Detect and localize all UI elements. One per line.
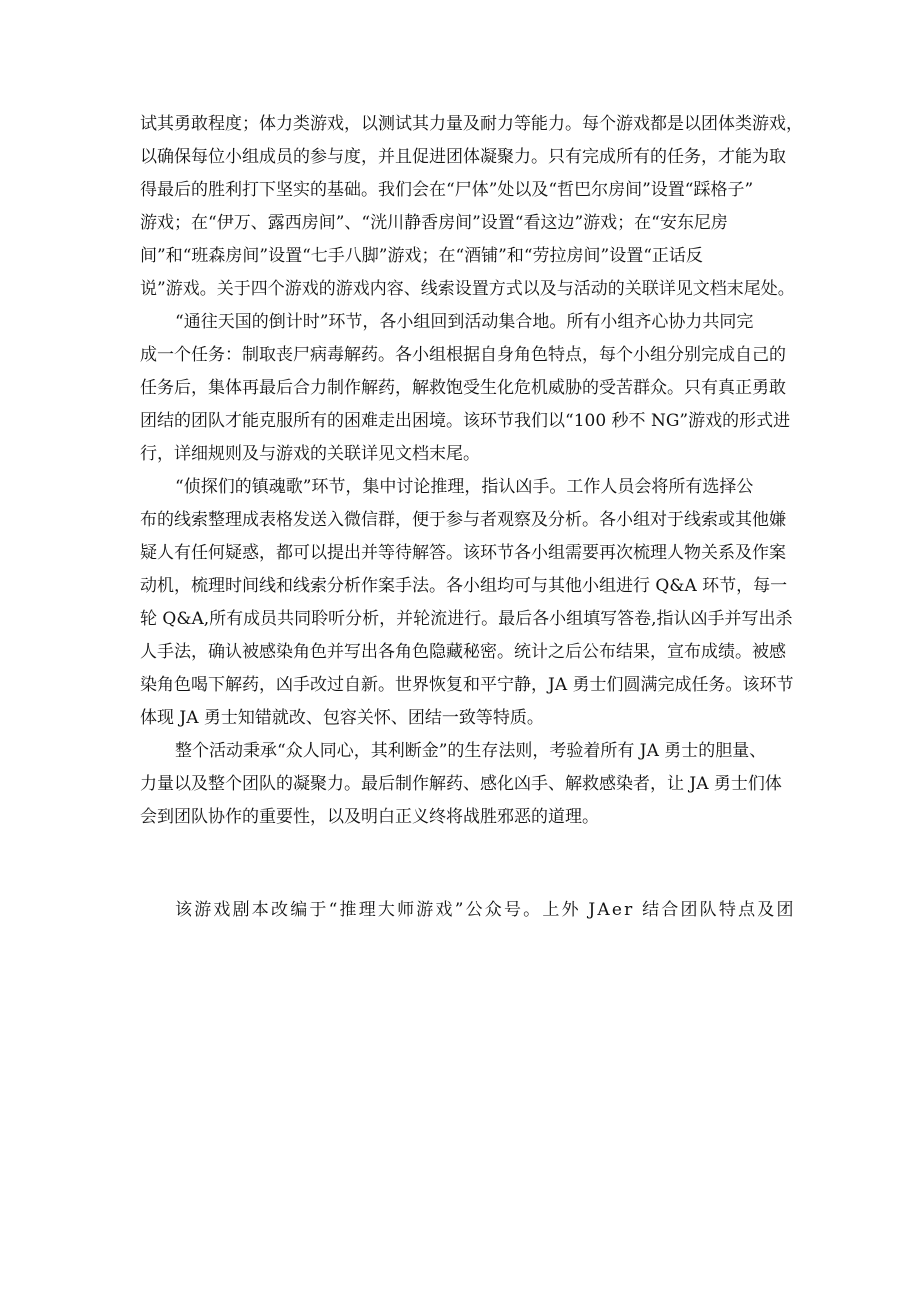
text-line: 说”游戏。关于四个游戏的游戏内容、线索设置方式以及与活动的关联详见文档末尾处。 [140,279,795,299]
paragraph-game-types [140,108,803,306]
text-line: 行，详细规则及与游戏的关联详见文档末尾。 [140,444,480,464]
text-line: 会到团队协作的重要性，以及明白正义终将战胜邪恶的道理。 [140,807,599,827]
paragraph-activity-summary [140,735,790,834]
text-line: 团结的团队才能克服所有的困难走出困境。该环节我们以“100 秒不 NG”游戏的形式进 [140,411,791,431]
text-line: 以确保每位小组成员的参与度，并且促进团体凝聚力。只有完成所有的任务，才能为取 [140,147,786,167]
text-line: 染角色喝下解药，凶手改过自新。世界恢复和平宁静，JA 勇士们圆满完成任务。该环节 [140,675,794,695]
text-line: 人手法，确认被感染角色并写出各角色隐藏秘密。统计之后公布结果，宣布成绩。被感 [140,642,786,662]
document-body [140,108,803,927]
text-line: 整个活动秉承“众人同心，其利断金”的生存法则，考验着所有 JA 勇士的胆量、 [175,741,767,761]
paragraph-spacer [140,834,790,894]
text-line: 力量以及整个团队的凝聚力。最后制作解药、感化凶手、解救感染者，让 JA 勇士们体 [140,774,782,794]
paragraph-detective-requiem [140,471,794,735]
text-line: “通往天国的倒计时”环节，各小组回到活动集合地。所有小组齐心协力共同完 [175,312,754,332]
text-line: 布的线索整理成表格发送入微信群，便于参与者观察及分析。各小组对于线索或其他嫌 [140,510,786,530]
text-line: 疑人有任何疑惑，都可以提出并等待解答。该环节各小组需要再次梳理人物关系及作案 [140,543,786,563]
text-line: “侦探们的镇魂歌”环节，集中讨论推理，指认凶手。工作人员会将所有选择公 [175,477,754,497]
text-line: 动机，梳理时间线和线索分析作案手法。各小组均可与其他小组进行 Q&A 环节，每一 [140,576,788,596]
text-line: 得最后的胜利打下坚实的基础。我们会在“尸体”处以及“哲巴尔房间”设置“踩格子” [140,180,754,200]
text-line: 游戏；在“伊万、露西房间”、“洸川静香房间”设置“看这边”游戏；在“安东尼房 [140,213,728,233]
text-line: 轮 Q&A,所有成员共同聆听分析，并轮流进行。最后各小组填写答卷,指认凶手并写出杀 [140,609,793,629]
text-line: 试其勇敢程度；体力类游戏，以测试其力量及耐力等能力。每个游戏都是以团体类游戏， [140,114,803,134]
paragraph-script-source [140,894,796,927]
text-line: 体现 JA 勇士知错就改、包容关怀、团结一致等特质。 [140,708,544,728]
text-line: 间”和“班森房间”设置“七手八脚”游戏；在“酒铺”和“劳拉房间”设置“正话反 [140,246,703,266]
text-line: 成一个任务：制取丧尸病毒解药。各小组根据自身角色特点，每个小组分别完成自己的 [140,345,786,365]
text-line: 任务后，集体再最后合力制作解药，解救饱受生化危机威胁的受苦群众。只有真正勇敢 [140,378,786,398]
text-line: 该游戏剧本改编于“推理大师游戏”公众号。上外 JAer 结合团队特点及团 [175,900,796,920]
paragraph-countdown-section [140,306,790,471]
